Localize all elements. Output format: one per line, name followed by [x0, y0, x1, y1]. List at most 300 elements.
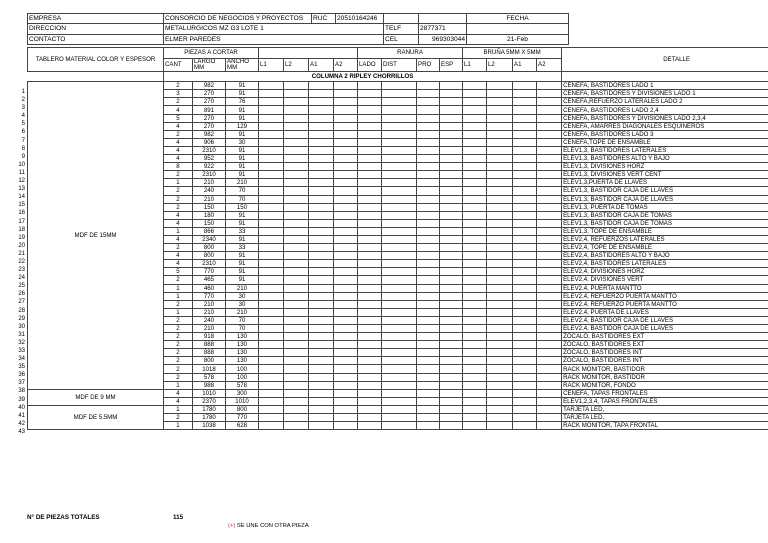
cell-ancho: 91	[226, 163, 259, 171]
blank-cell	[440, 365, 463, 373]
blank-cell	[284, 187, 309, 195]
blank-cell	[358, 260, 382, 268]
blank-cell	[537, 316, 562, 324]
cell-detalle: ELEV1,3, BASTIDORES LATERALES	[562, 146, 768, 154]
blank-cell	[334, 397, 358, 405]
blank-cell	[463, 138, 487, 146]
cell-largo: 1010	[193, 389, 226, 397]
cell-ancho: 770	[226, 414, 259, 422]
blank-cell	[382, 211, 417, 219]
blank-cell	[309, 300, 334, 308]
blank-cell	[382, 341, 417, 349]
blank-cell	[513, 325, 537, 333]
blank-cell	[358, 268, 382, 276]
blank-cell	[309, 130, 334, 138]
blank-cell	[487, 130, 513, 138]
cell-ancho: 70	[226, 316, 259, 324]
blank-cell	[309, 276, 334, 284]
row-number: 19	[18, 234, 25, 241]
blank-cell	[382, 195, 417, 203]
empresa-value: CONSORCIO DE NEGOCIOS Y PROYECTOS	[164, 14, 312, 24]
cell-largo: 988	[193, 381, 226, 389]
blank-cell	[259, 325, 284, 333]
blank-cell	[537, 308, 562, 316]
blank-cell	[419, 14, 467, 24]
cell-cant: 2	[164, 414, 193, 422]
blank-cell	[417, 365, 440, 373]
blank-cell	[463, 146, 487, 154]
blank-cell	[417, 308, 440, 316]
blank-cell	[382, 252, 417, 260]
blank-cell	[537, 219, 562, 227]
cell-detalle: ELEV1,3, BASTIDOR CAJA DE LLAVES	[562, 195, 768, 203]
blank-cell	[382, 316, 417, 324]
blank-cell	[487, 405, 513, 413]
cell-detalle: ZOCALO, BASTIDORES INT	[562, 357, 768, 365]
blank-cell	[440, 405, 463, 413]
blank-cell	[284, 179, 309, 187]
telf-label: TELF	[384, 24, 419, 34]
row-number-column	[0, 88, 25, 436]
blank-cell	[417, 405, 440, 413]
blank-cell	[382, 405, 417, 413]
blank-cell	[537, 268, 562, 276]
blank-cell	[358, 397, 382, 405]
row-number: 5	[21, 121, 25, 128]
cell-cant: 2	[164, 276, 193, 284]
contacto-value: ELMER PAREDES	[164, 34, 384, 44]
blank-cell	[513, 244, 537, 252]
cell-largo: 210	[193, 325, 226, 333]
blank-cell	[417, 244, 440, 252]
blank-cell	[463, 252, 487, 260]
blank-cell	[382, 357, 417, 365]
blank-cell	[513, 373, 537, 381]
blank-cell	[358, 227, 382, 235]
row-number: 25	[18, 283, 25, 290]
blank-cell	[358, 389, 382, 397]
row-number: 43	[18, 428, 25, 435]
blank-cell	[382, 106, 417, 114]
cell-detalle: ELEV2,4, TOPE DE ENSAMBLE	[562, 244, 768, 252]
blank-cell	[417, 268, 440, 276]
cell-cant: 1	[164, 179, 193, 187]
blank-cell	[382, 244, 417, 252]
blank-cell	[358, 114, 382, 122]
blank-cell	[562, 71, 768, 82]
blank-cell	[334, 90, 358, 98]
cell-cant: 1	[164, 292, 193, 300]
blank-cell	[463, 316, 487, 324]
blank-cell	[334, 122, 358, 130]
cel-label: CEL	[384, 34, 419, 44]
blank-cell	[487, 333, 513, 341]
empresa-label: EMPRESA	[28, 14, 164, 24]
cell-largo: 982	[193, 130, 226, 138]
blank-cell	[487, 316, 513, 324]
blank-cell	[309, 114, 334, 122]
blank-cell	[28, 71, 164, 82]
blank-cell	[358, 276, 382, 284]
blank-cell	[382, 381, 417, 389]
col-ancho: ANCHO MM	[226, 58, 259, 71]
blank-cell	[259, 389, 284, 397]
cell-largo: 210	[193, 179, 226, 187]
blank-cell	[284, 155, 309, 163]
cell-cant: 4	[164, 138, 193, 146]
blank-cell	[309, 389, 334, 397]
cell-ancho: 91	[226, 130, 259, 138]
blank-cell	[334, 276, 358, 284]
cell-detalle: RACK MONITOR, BASTIDOR	[562, 365, 768, 373]
blank-cell	[537, 405, 562, 413]
blank-cell	[440, 179, 463, 187]
blank-cell	[284, 244, 309, 252]
blank-cell	[463, 195, 487, 203]
blank-cell	[513, 227, 537, 235]
cell-largo: 800	[193, 252, 226, 260]
cell-cant: 4	[164, 252, 193, 260]
blank-cell	[309, 179, 334, 187]
blank-cell	[334, 106, 358, 114]
blank-cell	[382, 414, 417, 422]
blank-cell	[358, 308, 382, 316]
cell-cant: 2	[164, 325, 193, 333]
blank-cell	[487, 252, 513, 260]
row-number: 29	[18, 315, 25, 322]
blank-cell	[334, 252, 358, 260]
blank-cell	[259, 252, 284, 260]
blank-cell	[334, 219, 358, 227]
blank-cell	[487, 414, 513, 422]
blank-cell	[417, 98, 440, 106]
col-tablero: TABLERO MATERIAL COLOR Y ESPESOR	[28, 48, 164, 72]
blank-cell	[417, 179, 440, 187]
cell-ancho: 70	[226, 325, 259, 333]
blank-cell	[513, 138, 537, 146]
cell-cant: 2	[164, 357, 193, 365]
blank-cell	[382, 268, 417, 276]
blank-cell	[440, 268, 463, 276]
blank-cell	[537, 341, 562, 349]
blank-cell	[513, 268, 537, 276]
cell-ancho: 91	[226, 260, 259, 268]
blank-cell	[417, 325, 440, 333]
blank-cell	[382, 179, 417, 187]
row-number: 6	[21, 129, 25, 136]
blank-cell	[259, 48, 358, 59]
cell-cant: 4	[164, 211, 193, 219]
blank-cell	[259, 98, 284, 106]
blank-cell	[463, 349, 487, 357]
blank-cell	[358, 333, 382, 341]
blank-cell	[309, 122, 334, 130]
blank-cell	[537, 365, 562, 373]
blank-cell	[417, 300, 440, 308]
blank-cell	[417, 195, 440, 203]
row-number: 26	[18, 291, 25, 298]
blank-cell	[537, 211, 562, 219]
blank-cell	[259, 155, 284, 163]
blank-cell	[417, 252, 440, 260]
blank-cell	[537, 414, 562, 422]
blank-cell	[537, 292, 562, 300]
row-number: 10	[18, 161, 25, 168]
cell-ancho: 130	[226, 357, 259, 365]
row-number: 41	[18, 412, 25, 419]
blank-cell	[259, 106, 284, 114]
blank-cell	[417, 227, 440, 235]
blank-cell	[358, 211, 382, 219]
cell-cant: 2	[164, 171, 193, 179]
cell-cant: 2	[164, 341, 193, 349]
blank-cell	[417, 349, 440, 357]
blank-cell	[334, 187, 358, 195]
blank-cell	[334, 381, 358, 389]
cell-detalle: ELEV2,4, PUERTA DE LLAVES	[562, 308, 768, 316]
cell-cant: 1	[164, 227, 193, 235]
cell-detalle: ELEV1,3, DIVISIONES VERT CENT	[562, 171, 768, 179]
blank-cell	[309, 155, 334, 163]
blank-cell	[309, 381, 334, 389]
blank-cell	[309, 163, 334, 171]
blank-cell	[417, 114, 440, 122]
blank-cell	[358, 155, 382, 163]
blank-cell	[537, 122, 562, 130]
col-bruna-a1: A1	[513, 58, 537, 71]
cell-detalle: ELEV2,4, BASTIDOR CAJA DE LLAVES	[562, 316, 768, 324]
blank-cell	[259, 292, 284, 300]
blank-cell	[463, 171, 487, 179]
blank-cell	[487, 227, 513, 235]
blank-cell	[309, 284, 334, 292]
blank-cell	[382, 235, 417, 243]
blank-cell	[259, 195, 284, 203]
blank-cell	[259, 211, 284, 219]
blank-cell	[417, 146, 440, 154]
blank-cell	[334, 284, 358, 292]
cell-cant: 2	[164, 244, 193, 252]
blank-cell	[487, 146, 513, 154]
blank-cell	[334, 422, 358, 430]
blank-cell	[358, 235, 382, 243]
blank-cell	[284, 308, 309, 316]
blank-cell	[259, 90, 284, 98]
contacto-label: CONTACTO	[28, 34, 164, 44]
blank-cell	[513, 292, 537, 300]
blank-cell	[284, 195, 309, 203]
blank-cell	[284, 252, 309, 260]
blank-cell	[358, 422, 382, 430]
blank-cell	[417, 203, 440, 211]
col-ranura: RANURA	[358, 48, 463, 59]
blank-cell	[309, 333, 334, 341]
cell-ancho: 130	[226, 349, 259, 357]
blank-cell	[417, 235, 440, 243]
blank-cell	[417, 155, 440, 163]
col-detalle: DETALLE	[562, 48, 768, 72]
blank-cell	[463, 260, 487, 268]
blank-cell	[537, 260, 562, 268]
ruc-label: RUC	[312, 14, 336, 24]
col-l2: L2	[284, 58, 309, 71]
blank-cell	[309, 244, 334, 252]
blank-cell	[487, 422, 513, 430]
cell-ancho: 33	[226, 227, 259, 235]
cell-detalle: ELEV1,2,3,4, TAPAS FRONTALES	[562, 397, 768, 405]
blank-cell	[259, 163, 284, 171]
blank-cell	[259, 276, 284, 284]
blank-cell	[284, 227, 309, 235]
blank-cell	[513, 90, 537, 98]
cell-cant: 2	[164, 187, 193, 195]
blank-cell	[334, 227, 358, 235]
blank-cell	[417, 414, 440, 422]
cell-largo: 1780	[193, 405, 226, 413]
blank-cell	[358, 316, 382, 324]
cell-largo: 270	[193, 90, 226, 98]
cut-list-body	[28, 82, 768, 430]
row-number: 42	[18, 420, 25, 427]
cell-detalle: ELEV2,4, BASTIDORES LATERALES	[562, 260, 768, 268]
blank-cell	[259, 405, 284, 413]
cell-largo: 922	[193, 163, 226, 171]
blank-cell	[259, 122, 284, 130]
blank-cell	[513, 300, 537, 308]
blank-cell	[537, 244, 562, 252]
row-number: 35	[18, 364, 25, 371]
blank-cell	[513, 235, 537, 243]
blank-cell	[513, 341, 537, 349]
blank-cell	[284, 325, 309, 333]
totals-value: 115	[173, 514, 184, 521]
blank-cell	[440, 414, 463, 422]
blank-cell	[358, 325, 382, 333]
blank-cell	[259, 244, 284, 252]
blank-cell	[463, 389, 487, 397]
cell-cant: 2	[164, 316, 193, 324]
blank-cell	[358, 357, 382, 365]
blank-cell	[382, 292, 417, 300]
blank-cell	[284, 146, 309, 154]
blank-cell	[463, 211, 487, 219]
blank-cell	[463, 268, 487, 276]
blank-cell	[309, 292, 334, 300]
blank-cell	[284, 284, 309, 292]
cell-largo: 891	[193, 106, 226, 114]
cell-cant: 2	[164, 130, 193, 138]
blank-cell	[487, 300, 513, 308]
blank-cell	[284, 381, 309, 389]
blank-cell	[537, 82, 562, 90]
cell-cant: 2	[164, 333, 193, 341]
blank-cell	[382, 187, 417, 195]
blank-cell	[417, 422, 440, 430]
blank-cell	[537, 98, 562, 106]
blank-cell	[334, 414, 358, 422]
blank-cell	[382, 171, 417, 179]
cell-largo: 866	[193, 227, 226, 235]
blank-cell	[513, 333, 537, 341]
material-label: MDF DE 5.5MM	[28, 405, 164, 429]
blank-cell	[440, 252, 463, 260]
blank-cell	[440, 333, 463, 341]
blank-cell	[463, 82, 487, 90]
blank-cell	[440, 325, 463, 333]
blank-cell	[334, 300, 358, 308]
blank-cell	[463, 227, 487, 235]
blank-cell	[284, 98, 309, 106]
cell-largo: 888	[193, 349, 226, 357]
blank-cell	[513, 276, 537, 284]
blank-cell	[309, 211, 334, 219]
cell-largo: 982	[193, 82, 226, 90]
blank-cell	[382, 82, 417, 90]
cell-detalle: TARJETA LED,	[562, 405, 768, 413]
blank-cell	[513, 316, 537, 324]
blank-cell	[309, 414, 334, 422]
blank-cell	[284, 316, 309, 324]
cell-ancho: 76	[226, 98, 259, 106]
cell-ancho: 130	[226, 341, 259, 349]
blank-cell	[259, 373, 284, 381]
blank-cell	[440, 397, 463, 405]
blank-cell	[513, 414, 537, 422]
blank-cell	[284, 341, 309, 349]
blank-cell	[417, 90, 440, 98]
cell-largo: 150	[193, 219, 226, 227]
blank-cell	[382, 260, 417, 268]
cell-cant: 5	[164, 114, 193, 122]
blank-cell	[537, 90, 562, 98]
cell-detalle: ELEV1,3, TOPE DE ENSAMBLE	[562, 227, 768, 235]
cell-ancho: 628	[226, 422, 259, 430]
blank-cell	[382, 389, 417, 397]
blank-cell	[358, 381, 382, 389]
blank-cell	[259, 138, 284, 146]
blank-cell	[440, 276, 463, 284]
direccion-label: DIRECCION	[28, 24, 164, 34]
blank-cell	[284, 90, 309, 98]
cell-largo: 770	[193, 268, 226, 276]
blank-cell	[513, 357, 537, 365]
blank-cell	[440, 195, 463, 203]
blank-cell	[440, 381, 463, 389]
blank-cell	[440, 284, 463, 292]
row-number: 28	[18, 307, 25, 314]
blank-cell	[284, 397, 309, 405]
blank-cell	[309, 341, 334, 349]
blank-cell	[358, 414, 382, 422]
blank-cell	[309, 373, 334, 381]
blank-cell	[417, 122, 440, 130]
cell-detalle: TARJETA LED,	[562, 414, 768, 422]
blank-cell	[382, 422, 417, 430]
blank-cell	[259, 235, 284, 243]
cell-ancho: 210	[226, 179, 259, 187]
blank-cell	[513, 349, 537, 357]
cell-detalle: ZOCALO, BASTIDORES INT	[562, 349, 768, 357]
blank-cell	[463, 300, 487, 308]
cell-ancho: 300	[226, 389, 259, 397]
blank-cell	[463, 114, 487, 122]
cell-detalle: RACK MONITOR, BASTIDOR	[562, 373, 768, 381]
cell-cant: 8	[164, 163, 193, 171]
footnote-text: SE UNE CON OTRA PIEZA	[236, 523, 309, 529]
blank-cell	[334, 171, 358, 179]
blank-cell	[487, 373, 513, 381]
cell-cant: 1	[164, 381, 193, 389]
